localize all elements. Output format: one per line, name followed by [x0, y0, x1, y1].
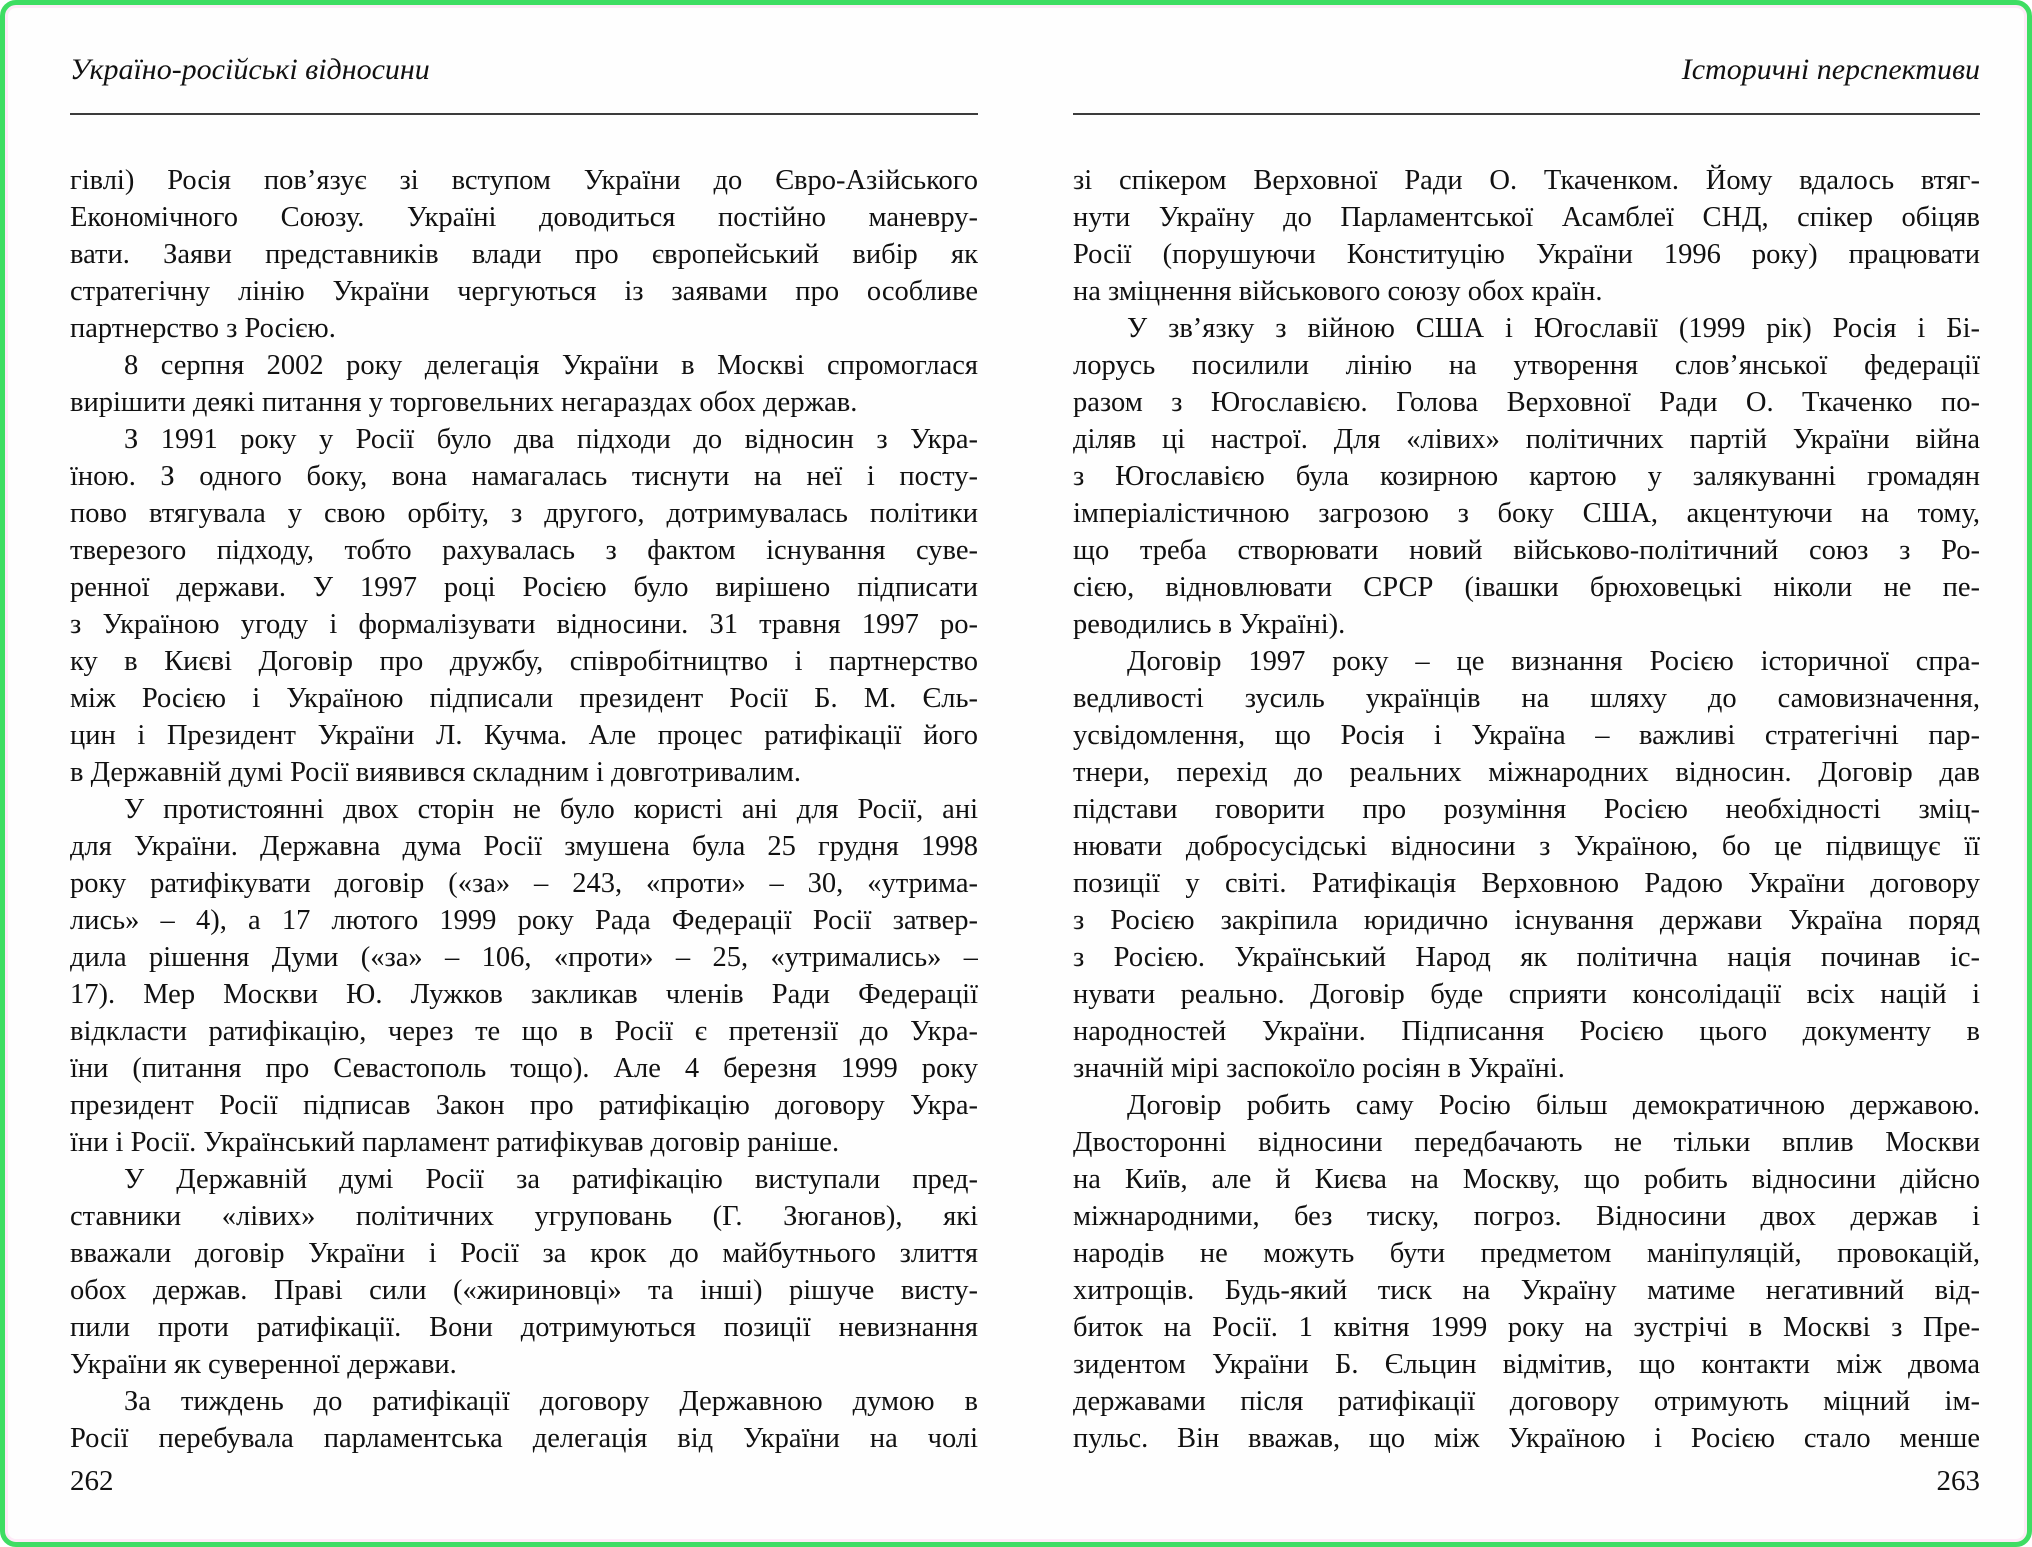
header-rule-right [1073, 113, 1980, 115]
text-line: зидентом України Б. Єльцин відмітив, що контакти між двома [1073, 1349, 1980, 1380]
paragraph [1073, 1087, 1980, 1457]
text-line: З 1991 року у Росії було два підходи до відносин з Укра- [124, 424, 978, 455]
page-right [1073, 53, 1980, 1502]
text-line: стратегічну лінію України чергуються із заявами про особливе [70, 276, 978, 307]
text-line: нувати реально. Договір буде сприяти консолідації всіх націй і [1073, 979, 1980, 1010]
text-line: народів не можуть бути предметом маніпуляцій, провокацій, [1073, 1238, 1980, 1269]
text-line: ку в Києві Договір про дружбу, співробітництво і партнерство [70, 646, 978, 677]
paragraph [70, 1383, 978, 1457]
text-line: лись» – 4), а 17 лютого 1999 року Рада Федерації Росії затвер- [70, 905, 978, 936]
text-line: тверезого підходу, тобто рахувалась з фактом існування суве- [70, 535, 978, 566]
paragraph [1073, 643, 1980, 1087]
text-line: між Росією і Україною підписали президент Росії Б. М. Єль- [70, 683, 978, 714]
text-line: нути Україну до Парламентської Асамблеї СНД, спікер обіцяв [1073, 202, 1980, 233]
text-line: разом з Югославією. Голова Верховної Ради О. Ткаченко по- [1073, 387, 1980, 418]
text-line: вважали договір України і Росії за крок до майбутнього злиття [70, 1238, 978, 1269]
text-line: позиції у світі. Ратифікація Верховною Радою України договору [1073, 868, 1980, 899]
text-line: відкласти ратифікацію, через те що в Росії є претензії до Укра- [70, 1016, 978, 1047]
text-line: в Державній думі Росії виявився складним і довготривалим. [70, 757, 802, 788]
text-line: У Державній думі Росії за ратифікацію виступали пред- [124, 1164, 978, 1195]
text-line: міжнародними, без тиску, погроз. Відносини двох держав і [1073, 1201, 1980, 1232]
text-line: партнерство з Росією. [70, 313, 336, 344]
text-line: нювати добросусідські відносини з Україною, бо це підвищує її [1073, 831, 1980, 862]
text-line: пово втягувала у свою орбіту, з другого, дотримувалась політики [70, 498, 978, 529]
text-line: з Україною угоду і формалізувати відносини. 31 травня 1997 ро- [70, 609, 978, 640]
text-line: їни і Росії. Український парламент ратифікував договір раніше. [70, 1127, 840, 1158]
text-line: хитрощів. Будь-який тиск на Україну матиме негативний від- [1073, 1275, 1980, 1306]
text-line: Договір 1997 року – це визнання Росією історичної спра- [1127, 646, 1980, 677]
book-spread [5, 5, 2027, 1542]
text-line: зі спікером Верховної Ради О. Ткаченком. Йому вдалось втяг- [1073, 165, 1980, 196]
text-line: цин і Президент України Л. Кучма. Але процес ратифікації його [70, 720, 978, 751]
text-line: з Югославією була козирною картою у залякуванні громадян [1073, 461, 1980, 492]
text-line: пили проти ратифікації. Вони дотримуються позиції невизнання [70, 1312, 978, 1343]
text-line: з Росією закріпила юридично існування держави Україна поряд [1073, 905, 1980, 936]
text-line: їною. З одного боку, вона намагалась тиснути на неї і посту- [70, 461, 978, 492]
page-left [70, 53, 978, 1502]
text-line: імперіалістичною загрозою з боку США, акцентуючи на тому, [1073, 498, 1980, 529]
page-body-left [70, 162, 978, 1457]
text-line: биток на Росії. 1 квітня 1999 року на зустрічі в Москві з Пре- [1073, 1312, 1980, 1343]
text-line: За тиждень до ратифікації договору Державною думою в [124, 1386, 978, 1417]
text-line: усвідомлення, що Росія і Україна – важливі стратегічні пар- [1073, 720, 1980, 751]
running-header-left: Україно-російські відносини [70, 53, 430, 86]
text-line: реводились в Україні). [1073, 609, 1346, 640]
text-line: вати. Заяви представників влади про європейський вибір як [70, 239, 978, 270]
text-line: вирішити деякі питання у торговельних негараздах обох держав. [70, 387, 858, 418]
text-line: ренної держави. У 1997 році Росією було вирішено підписати [70, 572, 978, 603]
text-line: України як суверенної держави. [70, 1349, 457, 1380]
text-line: пульс. Він вважав, що між Україною і Росією стало менше [1073, 1423, 1980, 1454]
text-line: підстави говорити про розуміння Росією необхідності зміц- [1073, 794, 1980, 825]
text-line: обох держав. Праві сили («жириновці» та інші) рішуче висту- [70, 1275, 978, 1306]
header-rule-left [70, 113, 978, 115]
text-line: дила рішення Думи («за» – 106, «проти» – 25, «утримались» – [70, 942, 978, 973]
paragraph [70, 421, 978, 791]
text-line: лорусь посилили лінію на утворення слов’янської федерації [1073, 350, 1980, 381]
running-header-right: Історичні перспективи [1681, 53, 1980, 86]
text-line: Економічного Союзу. Україні доводиться постійно маневру- [70, 202, 978, 233]
text-line: 8 серпня 2002 року делегація України в Москві спромоглася [124, 350, 978, 381]
text-line: ведливості зусиль українців на шляху до самовизначення, [1073, 683, 1980, 714]
text-line: їни (питання про Севастополь тощо). Але 4 березня 1999 року [70, 1053, 978, 1084]
paragraph [1073, 310, 1980, 643]
page-number-left: 262 [70, 1465, 114, 1497]
text-line: що треба створювати новий військово-політичний союз з Ро- [1073, 535, 1980, 566]
page-body-right [1073, 162, 1980, 1457]
text-line: Договір робить саму Росію більш демократичною державою. [1127, 1090, 1980, 1121]
paragraph [70, 162, 978, 347]
text-line: року ратифікувати договір («за» – 243, «проти» – 30, «утрима- [70, 868, 978, 899]
text-line: значній мірі заспокоїло росіян в Україні. [1073, 1053, 1565, 1084]
paragraph [70, 791, 978, 1161]
text-line: на зміцнення військового союзу обох країн. [1073, 276, 1603, 307]
text-line: на Київ, але й Києва на Москву, що робить відносини дійсно [1073, 1164, 1980, 1195]
text-line: тнери, перехід до реальних міжнародних відносин. Договір дав [1073, 757, 1980, 788]
paragraph [70, 1161, 978, 1383]
text-line: сією, відновлювати СРСР (івашки брюховецькі ніколи не пе- [1073, 572, 1980, 603]
text-line: з Росією. Український Народ як політична нація починав іс- [1073, 942, 1980, 973]
text-line: державами після ратифікації договору отримують міцний ім- [1073, 1386, 1980, 1417]
page-number-right: 263 [1936, 1465, 1980, 1497]
paragraph [1073, 162, 1980, 310]
text-line: Росії (порушуючи Конституцію України 1996 року) працювати [1073, 239, 1980, 270]
text-line: гівлі) Росія пов’язує зі вступом України до Євро-Азійського [70, 165, 978, 196]
text-line: діляв ці настрої. Для «лівих» політичних партій України війна [1073, 424, 1980, 455]
text-line: для України. Державна дума Росії змушена була 25 грудня 1998 [70, 831, 978, 862]
text-line: народностей України. Підписання Росією цього документу в [1073, 1016, 1980, 1047]
text-line: ставники «лівих» політичних угруповань (Г. Зюганов), які [70, 1201, 978, 1232]
text-line: президент Росії підписав Закон про ратифікацію договору Укра- [70, 1090, 978, 1121]
text-line: 17). Мер Москви Ю. Лужков закликав членів Ради Федерації [70, 979, 978, 1010]
text-line: Росії перебувала парламентська делегація від України на чолі [70, 1423, 978, 1454]
text-line: Двосторонні відносини передбачають не тільки вплив Москви [1073, 1127, 1980, 1158]
paragraph [70, 347, 978, 421]
text-line: У протистоянні двох сторін не було користі ані для Росії, ані [124, 794, 978, 825]
text-line: У зв’язку з війною США і Югославії (1999 рік) Росія і Бі- [1127, 313, 1980, 344]
